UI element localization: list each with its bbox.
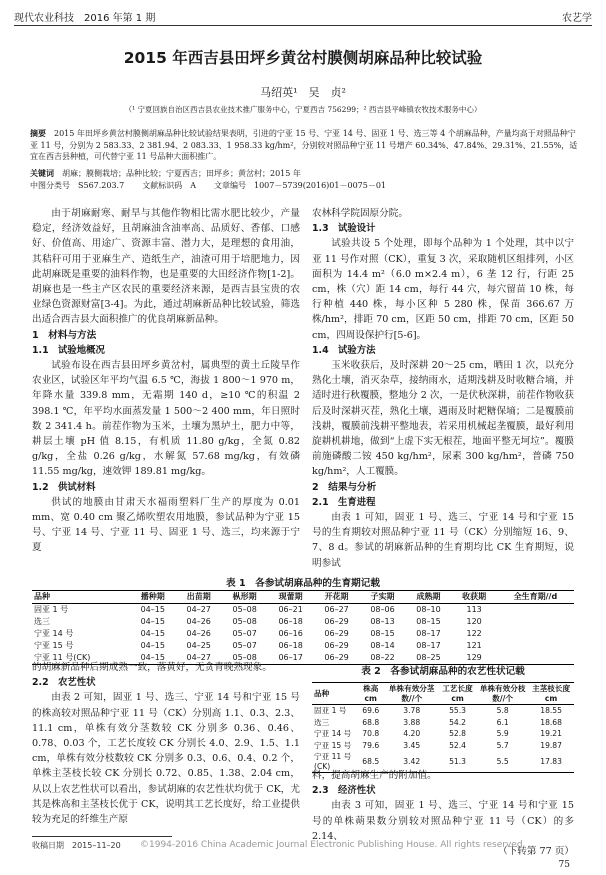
- table-cell: 04–15: [140, 617, 165, 626]
- table-cell: 08–25: [416, 653, 441, 662]
- table-cell: 宁亚 15 号: [34, 641, 74, 650]
- table-cell: 04–27: [186, 653, 211, 662]
- table-cell: 05–07: [232, 629, 257, 638]
- continued-text: 农林科学院固原分院。: [312, 208, 408, 219]
- subsection-heading: 1.1 试验地概况: [32, 344, 105, 356]
- continued-text: 的胡麻新品种后期成熟一致，落黄好，无贪青晚熟现象。: [32, 662, 272, 673]
- table-cell: 06–29: [324, 617, 349, 626]
- table-cell: 52.4: [449, 740, 466, 750]
- table-cell: 04–15: [140, 653, 165, 662]
- table-cell: 51.3: [449, 756, 466, 766]
- table-header-cell: 株高 cm: [363, 684, 379, 703]
- table-cell: 79.6: [362, 740, 380, 750]
- table-row: [312, 728, 574, 740]
- table-cell: 04–26: [186, 617, 211, 626]
- table-cell: 05–08: [232, 605, 257, 614]
- table-cell: 5.9: [496, 729, 509, 738]
- table-cell: 70.8: [362, 729, 380, 738]
- table-header-cell: 收获期: [462, 592, 487, 601]
- table-header-cell: 播种期: [140, 592, 165, 601]
- keywords: [30, 168, 578, 179]
- subsection-heading: 2.3 经济性状: [312, 785, 376, 797]
- table-header-cell: 主茎枝长度 cm: [532, 684, 571, 703]
- table-row: [32, 628, 574, 640]
- table-cell: 54.2: [449, 717, 466, 727]
- table-header-cell: 出苗期: [186, 592, 211, 601]
- table-cell: 5.8: [496, 706, 509, 715]
- article-number: 文章编号 1007－5739(2016)01－0075－01: [213, 181, 387, 190]
- table-cell: 05–08: [232, 653, 257, 662]
- page-number: 75: [558, 860, 570, 870]
- right-column-top: [312, 206, 574, 571]
- table-cell: 宁亚 11 号(CK): [34, 653, 91, 662]
- table1-header-row: [32, 591, 574, 604]
- table2-body: [312, 705, 574, 773]
- table1-caption: 表 1 各参试胡麻品种的生育期记载: [226, 578, 380, 589]
- table-header-cell: 工艺长度 cm: [442, 684, 473, 703]
- table-cell: 06–17: [278, 653, 303, 662]
- table1-body: [32, 604, 574, 665]
- subsection-heading: 2.2 农艺性状: [32, 677, 96, 689]
- table-cell: 5.5: [496, 756, 509, 766]
- table-row: [312, 717, 574, 729]
- table-cell: 06–29: [324, 653, 349, 662]
- table-header-cell: 成熟期: [416, 592, 441, 601]
- left-column-top: [32, 206, 300, 556]
- table-cell: 固亚 1 号: [314, 706, 347, 715]
- keywords-text: 胡麻；膜侧栽培；品种比较；宁夏西吉；田坪乡；黄岔村；2015 年: [62, 169, 301, 178]
- intro-paragraph: 由于胡麻耐寒、耐旱与其他作物相比需水肥比较少，产量稳定，经济效益好，且胡麻油含油率高、品质好、香郁、口感好、价值高、用途广、资源丰富、潜力大，是理想的食用油，其秸秆可用于亚麻生产、造纸生产，油渣可用于培肥地力，因此胡麻既是重要的油料作物，也是重要的大田经济作物[1-2]。胡麻也是一些主产区农民的重要经济来源，是西吉县宝贵的农业绿色资源财富[3-4]。为此，通过胡麻新品种比较试验，筛选出适合西吉县大面积推广的优良胡麻新品种。: [32, 208, 300, 326]
- running-header: [14, 6, 592, 26]
- table-cell: 122: [466, 629, 482, 638]
- section-heading: 1 材料与方法: [32, 329, 97, 341]
- table-cell: 06–21: [278, 605, 303, 614]
- abstract-text: 2015 年田坪乡黄岔村膜侧胡麻品种比较试验结果表明，引进的宁亚 15 号、宁亚 14 号、固亚 1 号、选三等 4 个胡麻品种，产量均高于对照品种宁亚 11 号，分别为 2 583.33、2 381.94、2 083.33、1 958.33 kg/hm²，分别较对照品种宁亚 11 号增产 60.34%、47.84%、29.31%、21.55%，适宜在西吉县种植，可代替宁亚 11 号品种大面积推广。: [30, 129, 578, 161]
- table-cell: 06–18: [278, 641, 303, 650]
- agronomic-paragraph: 由表 2 可知，固亚 1 号、选三、宁亚 14 号和宁亚 15 号的株高较对照品种宁亚 11 号（CK）分别高 1.1、0.3、2.3、11.1 cm，单株有效分茎数较 CK 分别多 0.36、0.46、0.78、0.03 个，工艺长度较 CK 分别长 4.0、2.9、1.5、1.1 cm，单株有效分枝数较 CK 分别多 0.3、0.6、0.4、0.2 个，单株主茎枝长较 CK 分别长 0.72、0.85、1.38、2.04 cm，从以上农艺性状可以看出，参试胡麻的农艺性状均优于 CK，尤其是株高和主茎枝长优于 CK，说明其工艺长度好，给工业提供较为充足的纤维生产原: [32, 692, 300, 826]
- table-row: [32, 640, 574, 652]
- table-cell: 04–26: [186, 629, 211, 638]
- table-cell: 3.42: [403, 756, 421, 766]
- table-cell: 3.78: [403, 706, 421, 715]
- table-cell: 05–07: [232, 641, 257, 650]
- section-name: 农艺学: [562, 13, 592, 24]
- table-cell: 3.88: [403, 717, 421, 727]
- table-cell: 113: [466, 605, 482, 614]
- footnote-rule: [32, 836, 172, 837]
- table2-caption: 表 2 各参试胡麻品种的农艺性状记载: [361, 666, 525, 677]
- subsection-heading: 1.4 试验方法: [312, 344, 376, 356]
- table-header-cell: 现蕾期: [278, 592, 303, 601]
- table-cell: 3.45: [403, 740, 421, 750]
- subsection-heading: 1.2 供试材料: [32, 481, 96, 493]
- table-header-cell: 品种: [314, 688, 330, 698]
- table-row: [312, 740, 574, 752]
- site-paragraph: 试验布设在西吉县田坪乡黄岔村，属典型的黄土丘陵旱作农业区，试验区年平均气温 6.5 ℃，海拔 1 800～1 970 m，年降水量 339.8 mm，无霜期 140 d，≥10 ℃的积温 2 398.1 ℃，年平均水面蒸发量 1 500～2 400 mm，年日照时数 2 341.4 h。前茬作物为玉米，土壤为黑垆土，肥力中等，耕层土壤 pH 值 8.15，有机质 11.80 g/kg，全氮 0.82 g/kg，全盐 0.26 g/kg，水解氮 57.68 mg/kg，有效磷 11.55 mg/kg，速效钾 189.81 mg/kg。: [32, 360, 300, 478]
- table-cell: 选三: [314, 717, 330, 727]
- table-cell: 08–17: [416, 629, 441, 638]
- subsection-heading: 1.3 试验设计: [312, 223, 376, 235]
- table-header-cell: 单株有效分枝数//个: [479, 684, 526, 703]
- subsection-heading: 2.1 生育进程: [312, 496, 376, 508]
- section-heading: 2 结果与分析: [312, 481, 377, 493]
- classification: [30, 180, 578, 191]
- table-cell: 19.87: [540, 740, 562, 750]
- table-cell: 6.1: [496, 717, 509, 727]
- table-cell: 08–17: [416, 641, 441, 650]
- table-cell: 宁亚 14 号: [314, 729, 352, 738]
- table2: [312, 682, 574, 773]
- table-cell: 04–15: [140, 605, 165, 614]
- table-cell: 08–06: [370, 605, 395, 614]
- abstract: [30, 128, 578, 163]
- economic-paragraph: 由表 3 可知，固亚 1 号、选三、宁亚 14 号和宁亚 15 号的单株蒴果数分别较对照品种宁亚 11 号（CK）的多 2.14、: [312, 800, 574, 842]
- table-row: [32, 616, 574, 628]
- table-row: [312, 705, 574, 717]
- article-title: 2015 年西吉县田坪乡黄岔村膜侧胡麻品种比较试验: [123, 49, 483, 67]
- table-cell: 17.83: [540, 756, 562, 766]
- table-row: [32, 604, 574, 617]
- table-cell: 06–29: [324, 629, 349, 638]
- table-cell: 5.7: [496, 740, 509, 750]
- table-cell: 55.3: [449, 706, 466, 715]
- table-cell: 129: [466, 653, 482, 662]
- continued-note: （下转第 77 页）: [498, 846, 574, 858]
- keywords-label: 关键词: [30, 168, 54, 178]
- copyright-watermark: ©1994-2016 China Academic Journal Electronic Publishing House. All rights reserved.: [140, 840, 526, 850]
- table-cell: 52.8: [449, 729, 466, 738]
- authors: 马绍英¹ 吴 贞²: [260, 86, 346, 99]
- table-cell: 4.20: [403, 729, 421, 738]
- table-cell: 121: [466, 641, 482, 650]
- table-header-cell: 枞形期: [232, 592, 257, 601]
- table-header-cell: 子实期: [370, 592, 395, 601]
- table-cell: 固亚 1 号: [34, 605, 69, 614]
- method-paragraph: 玉米收获后，及时深耕 20～25 cm，晒田 1 次，以充分熟化土壤，消灭杂草，接纳雨水，适期浅耕及时收糖合墒，并适时进行秋覆膜，整地分 2 次，一是伏秋深耕，前茬作物收获后及时深耕灭茬，熟化土壤，遇雨及时耙糖保墒；二是覆膜前浅耕，覆膜前浅耕平整地表，若采用机械起垄覆膜，最好利用旋耕机耕地，做到“上虚下实无根茬，地面平整无坷垃”。覆膜前施磷酸二铵 450 kg/hm²，尿素 300 kg/hm²，普磷 750 kg/hm²，人工覆膜。: [312, 360, 574, 478]
- table-header-cell: 单株有效分茎数//个: [388, 684, 435, 703]
- table-cell: 68.5: [362, 756, 380, 766]
- table-cell: 120: [466, 617, 482, 626]
- table-cell: 04–25: [186, 641, 211, 650]
- table-cell: 08–15: [370, 629, 395, 638]
- table-cell: 05–08: [232, 617, 257, 626]
- affiliations: （¹ 宁夏回族自治区西吉县农业技术推广服务中心，宁夏西吉 756299；² 西吉县平峰镇农牧技术服务中心）: [124, 105, 482, 114]
- clc-code: 中图分类号 S567.203.7: [30, 181, 125, 190]
- table-header-cell: 开花期: [324, 592, 349, 601]
- table-cell: 04–15: [140, 629, 165, 638]
- journal-name: 现代农业科技 2016 年第 1 期: [14, 13, 156, 24]
- table-cell: 69.6: [362, 706, 380, 715]
- table-cell: 18.55: [540, 706, 562, 715]
- design-paragraph: 试验共设 5 个处理，即每个品种为 1 个处理，其中以宁亚 11 号作对照（CK），重复 3 次，采取随机区组排列，小区面积为 14.4 m²（6.0 m×2.4 m），6 垄 12 行，行距 25 cm，株（穴）距 14 cm，每行 44 穴，每穴留苗 10 株，每行种植 440 株，每小区种 5 280 株，保苗 366.67 万株/hm²，排距 70 cm，区距 50 cm，排距 70 cm，区距 50 cm，四周设保护行[5-6]。: [312, 238, 574, 341]
- table-cell: 18.68: [540, 717, 562, 727]
- table-header-cell: 品种: [34, 592, 50, 601]
- received-date: 收稿日期 2015–11–20: [32, 841, 121, 850]
- table-cell: 08–22: [370, 653, 395, 662]
- table-cell: 06–18: [278, 617, 303, 626]
- table-cell: 06–16: [278, 629, 303, 638]
- table2-header-row: [312, 683, 574, 705]
- growth-paragraph: 由表 1 可知，固亚 1 号、选三、宁亚 14 号和宁亚 15 号的生育期较对照品种宁亚 11 号（CK）分别缩短 16、9、7、8 d。参试的胡麻新品种的生育期均比 CK 生育期短，说明参试: [312, 512, 574, 569]
- materials-paragraph: 供试的地膜由甘肃天水福雨塑料厂生产的厚度为 0.01 mm、宽 0.40 cm 聚乙烯吹塑农用地膜，参试品种为宁亚 15 号、宁亚 14 号、宁亚 11 号、固亚 1 号、选三，均来源于宁夏: [32, 496, 300, 554]
- table-header-cell: 全生育期//d: [513, 592, 558, 601]
- table-cell: 宁亚 15 号: [314, 740, 352, 750]
- table-cell: 19.21: [540, 729, 562, 738]
- table-cell: 06–29: [324, 641, 349, 650]
- left-column-bottom: [32, 660, 300, 827]
- table-cell: 08–13: [370, 617, 395, 626]
- table-cell: 68.8: [362, 717, 380, 727]
- table-cell: 04–15: [140, 641, 165, 650]
- header-rule: [14, 25, 592, 26]
- table-cell: 08–14: [370, 641, 395, 650]
- abstract-label: 摘要: [30, 128, 46, 138]
- table-cell: 04–27: [186, 605, 211, 614]
- table-cell: 08–15: [416, 617, 441, 626]
- continued-text: 料，提高胡麻生产的附加值。: [312, 770, 437, 781]
- table-cell: 选三: [34, 617, 50, 626]
- doc-code: 文献标识码 A: [142, 181, 196, 190]
- table-cell: 宁亚 11 号(CK): [314, 752, 352, 771]
- table-cell: 宁亚 14 号: [34, 629, 74, 638]
- table-cell: 06–27: [324, 605, 349, 614]
- table-cell: 08–10: [416, 605, 441, 614]
- table1: [32, 590, 574, 665]
